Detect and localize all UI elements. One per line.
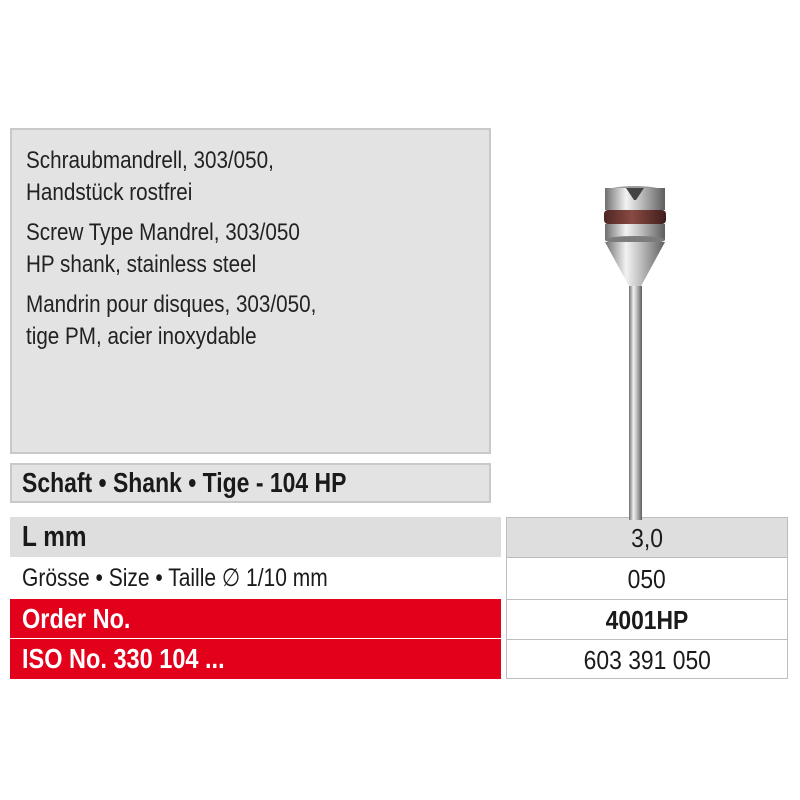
description-line: Screw Type Mandrel, 303/050	[26, 219, 300, 246]
length-label-cell	[10, 517, 501, 557]
order-number-value: 4001HP	[605, 605, 689, 635]
length-value-cell	[506, 517, 788, 557]
description-french	[26, 289, 475, 353]
description-line: tige PM, acier inoxydable	[26, 323, 257, 350]
length-value: 3,0	[631, 523, 663, 553]
iso-number-value-cell	[506, 639, 788, 679]
description-line: Handstück rostfrei	[26, 179, 193, 206]
product-description	[10, 128, 491, 454]
iso-number-label: ISO No. 330 104 ...	[22, 643, 225, 674]
description-english	[26, 217, 475, 281]
description-line: HP shank, stainless steel	[26, 251, 257, 278]
length-label: L mm	[22, 521, 87, 553]
description-line: Schraubmandrell, 303/050,	[26, 147, 274, 174]
order-number-label-cell	[10, 599, 501, 639]
description-german	[26, 145, 475, 209]
shank-type-bar	[10, 463, 491, 503]
iso-number-label-cell	[10, 639, 501, 679]
description-line: Mandrin pour disques, 303/050,	[26, 291, 317, 318]
shank-type-label: Schaft • Shank • Tige - 104 HP	[22, 467, 347, 498]
size-value: 050	[627, 564, 667, 594]
order-number-value-cell	[506, 599, 788, 639]
mandrel-product-image	[590, 170, 680, 520]
order-number-label: Order No.	[22, 603, 131, 634]
taper	[605, 242, 665, 288]
size-label-cell	[10, 557, 501, 599]
mandrel-shank	[629, 286, 642, 520]
iso-number-value: 603 391 050	[583, 645, 711, 675]
stone-disc	[604, 210, 666, 224]
size-value-cell	[506, 557, 788, 599]
size-label: Grösse • Size • Taille ∅ 1/10 mm	[22, 564, 328, 592]
